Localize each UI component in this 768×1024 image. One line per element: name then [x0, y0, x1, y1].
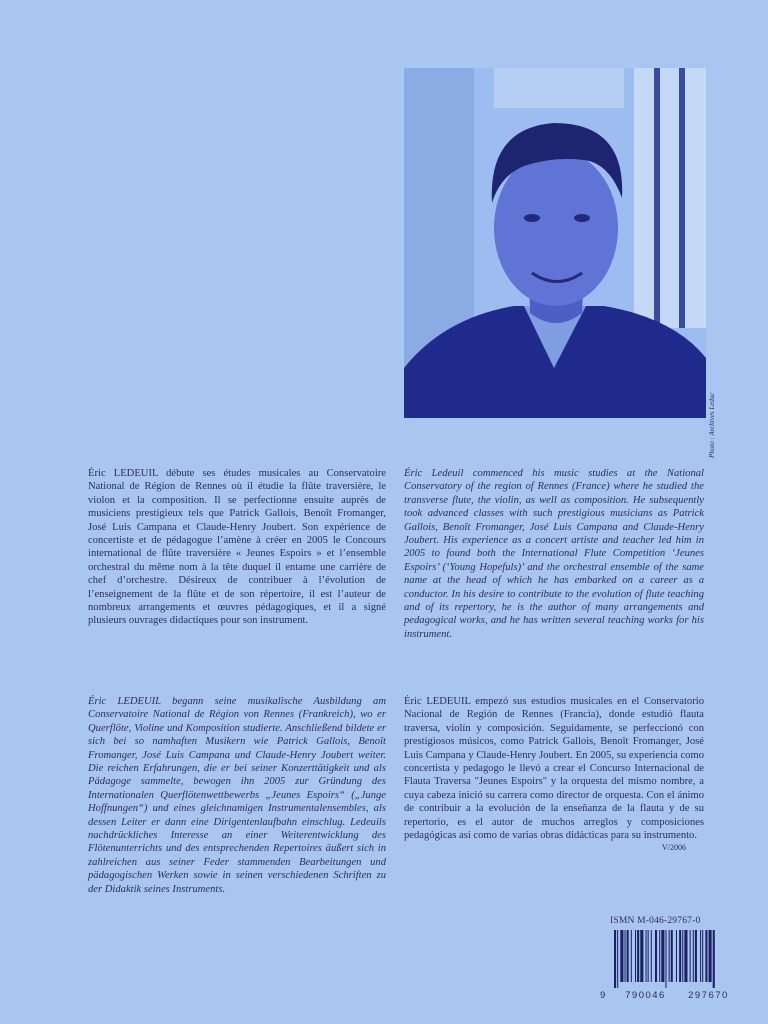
bio-english-text: Éric Ledeuil commenced his music studies at the National Conservatory of the region of Rennes (France) where he studied the transverse flute, the violin, as well as composition. He subsequently took advanced classes with such prestigious musicians as Patrick Gallois, Benoît Fromanger, José Luis Campana and Claude-Henry Joubert. His experience as a concert artiste and teacher led him in 2005 to found both the International Flute Competition ‘Jeunes Espoirs’ (‘Young Hopefuls)’ and the orchestral ensemble of the same name at the head of which he has embarked on a career as a conductor. In his desire to contribute to the evolution of flute teaching and of its repertory, he is the author of many arrangements and pedagogical works, and he has written several teaching works for his instrument. [404, 468, 704, 640]
barcode-bar [637, 930, 639, 982]
bio-english [404, 467, 704, 641]
bio-french-text: Éric LEDEUIL débute ses études musicales au Conservatoire National de Région de Rennes où il étudie la flûte traversière, le violon et la composition. Il se perfectionne ensuite auprès de musiciens prestigieux tels que Patrick Gallois, Benoît Fromanger, José Luis Campana et Claude-Henry Joubert. Son expérience de concertiste et de pédagogue l’amène à créer en 2005 le Concours international de flûte traversière « Jeunes Espoirs » et l’ensemble orchestral du même nom à la tête duquel il entame une carrière de chef d’orchestre. Désireux de contribuer à l’évolution de l’enseignement de la flûte et de son répertoire, il est l’auteur de nombreux arrangements et œuvres pédagogiques, et il a signé plusieurs ouvrages didactiques pour son instrument. [88, 468, 386, 627]
barcode-bar [648, 930, 649, 982]
barcode-bar [661, 930, 664, 982]
bio-german [88, 695, 386, 896]
bio-german-text: Éric LEDEUIL begann seine musikalische Ausbildung am Conservatoire National de Région von Rennes (Frankreich), wo er Querflöte, Violine und Komposition studierte. Anschließend bildete er sich bei so namhaften Musikern wie Patrick Gallois, Benoît Fromanger, José Luis Campana und Claude-Henry Joubert weiter. Die reichen Erfahrungen, die er bei seiner Konzerttätigkeit und als Pädagoge sammelte, bewogen ihn 2005 zur Gründung des Internationalen Querflötenwettbewerbs „Jeunes Espoirs“ („Junge Hoffnungen“) und eines gleichnamigen Instrumentalensembles, als dessen Leiter er dann eine Dirigentenlaufbahn einschlug. Ledeuils nachdrückliches Interesse an einer Weiterentwicklung des Flötenunterrichts und des entsprechenden Repertoires äußert sich in zahlreichen aus seiner Feder stammenden Bearbeitungen und pädagogischen Werken sowie in seinen verschiedenen Schriften zu der Didaktik seines Instruments. [88, 696, 386, 895]
barcode-bar [617, 930, 618, 988]
barcode-bar [693, 930, 694, 982]
barcode-bar [676, 930, 677, 982]
bio-spanish [404, 695, 704, 842]
barcode [600, 930, 740, 988]
barcode-bar [702, 930, 703, 982]
ismn-label: ISMN M-046-29767-0 [610, 916, 701, 926]
barcode-bar [690, 930, 691, 982]
barcode-bar [665, 930, 666, 988]
barcode-bar [684, 930, 687, 982]
barcode-bar [627, 930, 629, 982]
barcode-digits-group1: 790046 [625, 990, 666, 1001]
barcode-digit-first: 9 [600, 990, 607, 1001]
barcode-bar [646, 930, 647, 982]
barcode-bar [651, 930, 652, 982]
barcode-bar [631, 930, 632, 982]
barcode-bar [700, 930, 701, 982]
barcode-bar [713, 930, 715, 988]
barcode-bar [669, 930, 670, 982]
barcode-bar [655, 930, 657, 982]
barcode-bar [640, 930, 643, 982]
photo-credit [706, 392, 720, 538]
barcode-bar [671, 930, 673, 982]
barcode-bar [659, 930, 660, 982]
bio-spanish-text: Éric LEDEUIL empezó sus estudios musicales en el Conservatorio Nacional de Región de Rennes (Francia), donde estudió flauta traversa, violín y composición. Seguidamente, se perfeccionó con prestigiosos músicos, como Patrick Gallois, Benoît Fromanger, José Luis Campana y Claude-Henry Joubert. En 2005, su experiencia como concertista y pedagogo le llevó a crear el Concurso Internacional de Flauta Traversa "Jeunes Espoirs" y la orquesta del mismo nombre, a cuya cabeza inició su carrera como director de orquesta. Con el ánimo de contribuir a la evolución de la enseñanza de la flauta y de su repertorio, es el autor de muchos arreglos y composiciones pedagógicas así como de varias obras didácticas para su instrumento. [404, 696, 704, 842]
barcode-bar [614, 930, 616, 988]
barcode-bar [620, 930, 623, 982]
bio-french [88, 467, 386, 628]
version-code: V/2006 [662, 843, 686, 852]
barcode-bar [679, 930, 681, 982]
barcode-bar [705, 930, 707, 982]
barcode-digits [600, 990, 740, 1001]
barcode-bar [635, 930, 636, 982]
barcode-bar [709, 930, 712, 982]
barcode-bar [625, 930, 626, 982]
barcode-digits-group2: 297670 [688, 990, 729, 1001]
photo-credit-text: Photo : Archives Leduc [708, 392, 716, 458]
author-photo [404, 68, 706, 418]
barcode-bar [695, 930, 697, 982]
barcode-bar [682, 930, 683, 982]
